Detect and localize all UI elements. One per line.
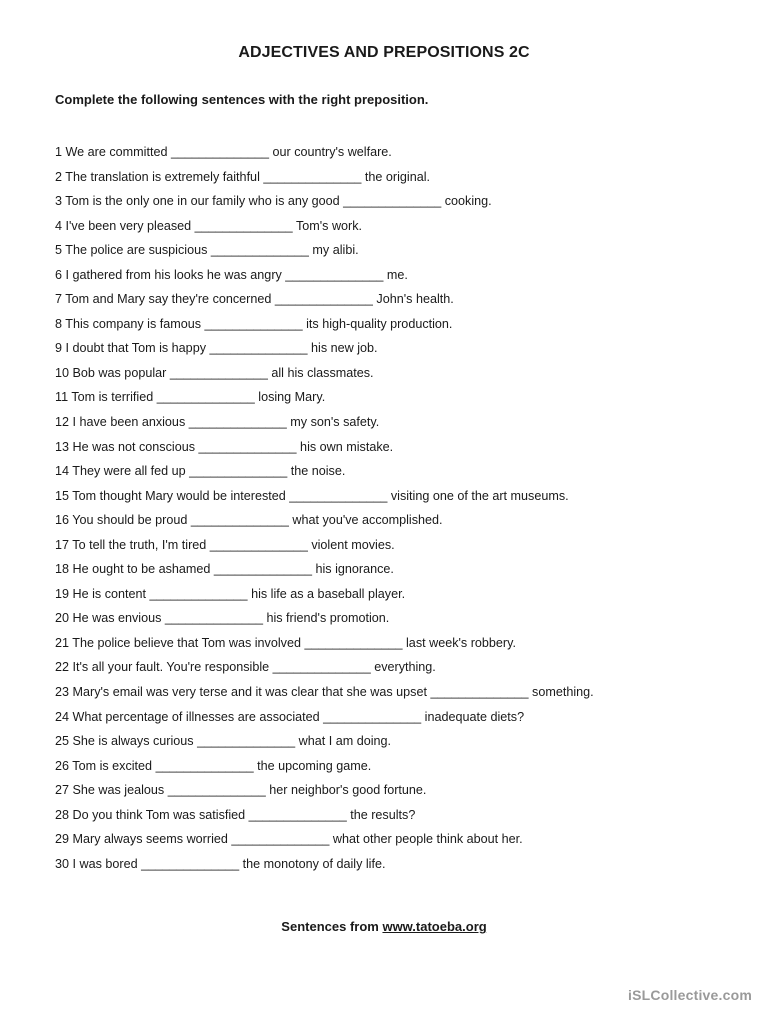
sentence-item: 9 I doubt that Tom is happy ______________ his new job.: [55, 341, 378, 356]
sentence-item: 2 The translation is extremely faithful ______________ the original.: [55, 169, 431, 184]
sentence-item: 10 Bob was popular ______________ all his classmates.: [55, 365, 374, 380]
sentence-item: 3 Tom is the only one in our family who is any good ______________ cooking.: [55, 194, 492, 209]
sentence-item: 28 Do you think Tom was satisfied ______________ the results?: [55, 807, 416, 822]
sentence-item: 5 The police are suspicious ______________ my alibi.: [55, 243, 359, 258]
sentence-item: 15 Tom thought Mary would be interested ______________ visiting one of the art museums.: [55, 488, 569, 503]
sentence-item: 29 Mary always seems worried ______________ what other people think about her.: [55, 832, 523, 847]
sentence-item: 25 She is always curious ______________ what I am doing.: [55, 734, 392, 749]
sentence-item: 23 Mary's email was very terse and it was clear that she was upset ______________ something.: [55, 685, 594, 700]
source-link[interactable]: www.tatoeba.org: [382, 919, 487, 934]
sentence-item: 16 You should be proud ______________ what you've accomplished.: [55, 513, 443, 528]
sentence-item: 27 She was jealous ______________ her neighbor's good fortune.: [55, 783, 427, 798]
sentence-item: 1 We are committed ______________ our country's welfare.: [55, 145, 392, 159]
sentence-item: 11 Tom is terrified ______________ losing Mary.: [55, 390, 326, 405]
sentence-item: 26 Tom is excited ______________ the upcoming game.: [55, 758, 372, 773]
source-prefix: Sentences from: [281, 919, 383, 934]
sentence-item: 24 What percentage of illnesses are associated ______________ inadequate diets?: [55, 709, 525, 724]
sentence-item: 4 I've been very pleased ______________ Tom's work.: [55, 218, 363, 233]
sentence-item: 7 Tom and Mary say they're concerned ______________ John's health.: [55, 292, 454, 307]
source-credit: [0, 919, 768, 934]
watermark-text: iSLCollective.com: [628, 987, 752, 1003]
sentence-item: 19 He is content ______________ his life as a baseball player.: [55, 586, 406, 601]
sentence-item: 21 The police believe that Tom was involved ______________ last week's robbery.: [55, 635, 516, 650]
sentence-item: 17 To tell the truth, I'm tired ______________ violent movies.: [55, 537, 395, 552]
instruction-text: Complete the following sentences with the right preposition.: [55, 92, 429, 107]
sentence-list: [55, 142, 594, 878]
sentence-item: 12 I have been anxious ______________ my son's safety.: [55, 415, 380, 430]
sentence-item: 6 I gathered from his looks he was angry ______________ me.: [55, 267, 408, 282]
sentence-item: 8 This company is famous ______________ its high-quality production.: [55, 316, 453, 331]
sentence-item: 20 He was envious ______________ his friend's promotion.: [55, 611, 390, 626]
sentence-item: 30 I was bored ______________ the monotony of daily life.: [55, 856, 386, 871]
sentence-item: 22 It's all your fault. You're responsible ______________ everything.: [55, 660, 436, 675]
sentence-item: 13 He was not conscious ______________ his own mistake.: [55, 439, 394, 454]
sentence-item: 14 They were all fed up ______________ the noise.: [55, 464, 346, 479]
page-title: ADJECTIVES AND PREPOSITIONS 2C: [238, 44, 530, 61]
sentence-item: 18 He ought to be ashamed ______________ his ignorance.: [55, 562, 394, 577]
